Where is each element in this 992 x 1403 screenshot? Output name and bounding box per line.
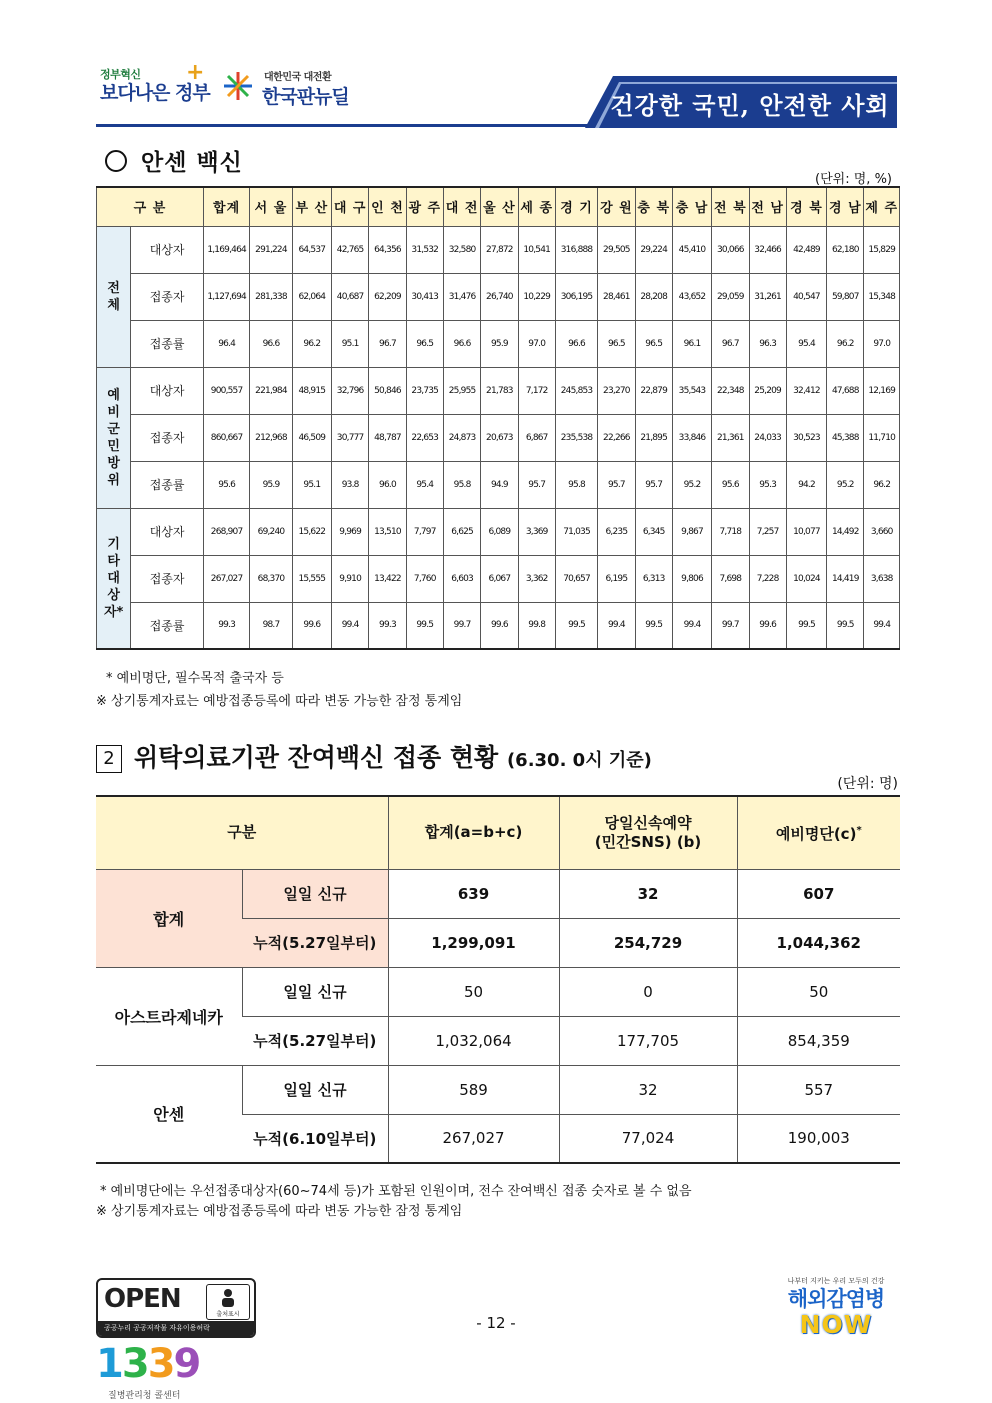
table-cell: 48,787 [369,414,406,461]
digit-4: 9 [173,1341,200,1387]
table-cell: 33,846 [672,414,711,461]
table-cell: 589 [388,1065,559,1114]
table-cell: 10,024 [786,555,826,602]
table-cell: 9,910 [332,555,369,602]
table-cell: 21,361 [712,414,749,461]
table-cell: 235,538 [555,414,597,461]
table-cell: 96.5 [635,320,672,367]
table-cell: 212,968 [250,414,292,461]
logo1-small-text: 정부혁신 [100,68,141,81]
table-cell: 607 [737,869,900,918]
table-cell: 7,797 [406,508,443,555]
table-cell: 96.6 [555,320,597,367]
table-header-row [96,796,900,869]
table-cell: 99.4 [672,602,711,649]
table-cell: 32,466 [749,226,786,273]
table-row [96,869,900,918]
table-cell: 95.6 [203,461,249,508]
plus-icon: + [186,60,205,85]
section-number-box: 2 [96,745,122,773]
table-cell: 95.4 [406,461,443,508]
table-cell: 900,557 [203,367,249,414]
table-row [97,320,900,367]
row-label: 접종자 [131,414,204,461]
table-cell: 3,660 [864,508,900,555]
table-cell: 25,955 [443,367,480,414]
table-cell: 3,362 [518,555,555,602]
row-label: 대상자 [131,508,204,555]
table-cell: 99.3 [369,602,406,649]
table-cell: 32,412 [786,367,826,414]
table-cell: 99.5 [786,602,826,649]
table-cell: 99.5 [406,602,443,649]
group-label: 합계 [96,869,242,967]
section1-title-text: 안센 백신 [141,150,243,176]
table-cell: 20,673 [481,414,518,461]
section1-title [105,144,243,177]
table-cell: 96.6 [443,320,480,367]
table-cell: 45,410 [672,226,711,273]
table-row [96,1065,900,1114]
table-cell: 6,603 [443,555,480,602]
table-cell: 9,806 [672,555,711,602]
table-cell: 50,846 [369,367,406,414]
attribution-badge-text: 출처표시 [216,1311,240,1318]
table-cell: 281,338 [250,273,292,320]
table-cell: 6,067 [481,555,518,602]
table-cell: 267,027 [388,1114,559,1163]
table-row [97,461,900,508]
digit-2: 3 [121,1341,148,1387]
logo2-small-text: 대한민국 대전환 [264,72,332,83]
table-cell: 99.5 [827,602,864,649]
table-cell: 12,169 [864,367,900,414]
table-cell: 96.2 [292,320,331,367]
table-cell: 6,089 [481,508,518,555]
table-cell: 96.0 [369,461,406,508]
overseas-now: NOW [799,1310,873,1339]
table-cell: 35,543 [672,367,711,414]
table-cell: 50 [737,967,900,1016]
table-cell: 99.4 [864,602,900,649]
row-label: 누적(6.10일부터) [242,1114,388,1163]
table-header-row [97,187,900,226]
header-region: 서 울 [250,187,292,226]
callcenter-digits [96,1341,200,1387]
table-cell: 32 [559,869,737,918]
table-cell: 45,388 [827,414,864,461]
footnote-marker: * [856,825,862,837]
table-cell: 95.7 [635,461,672,508]
circle-bullet-icon [105,150,127,172]
table-cell: 43,652 [672,273,711,320]
table-cell: 10,541 [518,226,555,273]
table-cell: 316,888 [555,226,597,273]
group-label: 기 타 대 상 자* [97,508,131,649]
table-cell: 69,240 [250,508,292,555]
person-icon [207,1285,249,1309]
table-cell: 6,345 [635,508,672,555]
table-row [97,273,900,320]
table-cell: 59,807 [827,273,864,320]
group-label: 전 체 [97,226,131,367]
table-cell: 31,532 [406,226,443,273]
table-cell: 96.3 [749,320,786,367]
table-cell: 25,209 [749,367,786,414]
table-cell: 10,229 [518,273,555,320]
table-cell: 40,687 [332,273,369,320]
table-cell: 99.4 [332,602,369,649]
overseas-infection-now-logo [772,1276,900,1338]
table-cell: 95.1 [292,461,331,508]
row-label: 접종률 [131,602,204,649]
table-cell: 31,261 [749,273,786,320]
table-cell: 1,044,362 [737,918,900,967]
table-cell: 62,180 [827,226,864,273]
table-cell: 6,195 [598,555,635,602]
table-row [96,967,900,1016]
row-label: 접종률 [131,461,204,508]
table-cell: 6,625 [443,508,480,555]
header-category: 구분 [96,796,388,869]
table-cell: 6,867 [518,414,555,461]
table-cell: 97.0 [518,320,555,367]
header-region: 경 북 [786,187,826,226]
table-cell: 95.9 [250,461,292,508]
section2-title-text: 위탁의료기관 잔여백신 접종 현황 [134,743,499,772]
janssen-vaccine-table [96,186,900,650]
table-cell: 23,735 [406,367,443,414]
table-cell: 96.6 [250,320,292,367]
digit-1: 1 [96,1341,122,1387]
table-cell: 6,313 [635,555,672,602]
gov-innovation-logo [100,60,210,104]
table-cell: 13,422 [369,555,406,602]
header-waitlist [737,796,900,869]
table-cell: 77,024 [559,1114,737,1163]
section2-title [96,738,652,774]
header-region: 제 주 [864,187,900,226]
table-cell: 99.6 [481,602,518,649]
open-word: OPEN [104,1284,181,1314]
table-cell: 7,228 [749,555,786,602]
header-region: 광 주 [406,187,443,226]
table-cell: 31,476 [443,273,480,320]
table-cell: 557 [737,1065,900,1114]
header-region: 경 남 [827,187,864,226]
table-cell: 99.6 [749,602,786,649]
table-cell: 306,195 [555,273,597,320]
section2-unit: (단위: 명) [837,776,898,792]
table-cell: 3,369 [518,508,555,555]
table-row [97,602,900,649]
table-cell: 221,984 [250,367,292,414]
row-label: 누적(5.27일부터) [242,918,388,967]
table-row [97,555,900,602]
table-cell: 29,059 [712,273,749,320]
header-sns-booking: 당일신속예약 (민간SNS) (b) [559,796,737,869]
table-cell: 95.8 [555,461,597,508]
row-label: 대상자 [131,367,204,414]
group-label: 예 비 군 민 방 위 [97,367,131,508]
header-region: 경 기 [555,187,597,226]
table-cell: 99.5 [555,602,597,649]
table-cell: 15,622 [292,508,331,555]
table-cell: 10,077 [786,508,826,555]
table-cell: 29,224 [635,226,672,273]
overseas-tagline: 나부터 지키는 우리 모두의 건강 [787,1277,885,1285]
page-number: - 12 - [476,1314,516,1332]
kogl-bar-text: 공공누리 공공저작물 자유이용허락 [98,1321,256,1336]
header-total: 합계(a=b+c) [388,796,559,869]
header-region: 부 산 [292,187,331,226]
table-cell: 28,208 [635,273,672,320]
table-cell: 3,638 [864,555,900,602]
table-cell: 64,356 [369,226,406,273]
row-label: 대상자 [131,226,204,273]
header-region: 세 종 [518,187,555,226]
table-cell: 95.6 [712,461,749,508]
table-cell: 860,667 [203,414,249,461]
table-cell: 14,492 [827,508,864,555]
table-cell: 99.7 [712,602,749,649]
table-cell: 42,489 [786,226,826,273]
table-cell: 15,829 [864,226,900,273]
table-cell: 95.7 [518,461,555,508]
table-cell: 854,359 [737,1016,900,1065]
table-cell: 23,270 [598,367,635,414]
table-cell: 7,698 [712,555,749,602]
logo2-big-text: 한국판뉴딜 [262,86,349,108]
section2-subtitle: (6.30. 0시 기준) [506,750,652,771]
header-region: 대 전 [443,187,480,226]
table-cell: 1,032,064 [388,1016,559,1065]
table-cell: 0 [559,967,737,1016]
table-cell: 62,064 [292,273,331,320]
header-rule [96,124,596,127]
row-label: 일일 신규 [242,1065,388,1114]
table-cell: 70,657 [555,555,597,602]
table-cell: 46,509 [292,414,331,461]
table-cell: 13,510 [369,508,406,555]
table-cell: 30,523 [786,414,826,461]
table-cell: 40,547 [786,273,826,320]
table-cell: 94.2 [786,461,826,508]
table-cell: 29,505 [598,226,635,273]
table-cell: 32,796 [332,367,369,414]
table-cell: 1,169,464 [203,226,249,273]
table-cell: 24,033 [749,414,786,461]
table-cell: 64,537 [292,226,331,273]
table-cell: 291,224 [250,226,292,273]
header-waitlist-text: 예비명단(c) [775,825,857,844]
table-cell: 22,266 [598,414,635,461]
table-cell: 27,872 [481,226,518,273]
table-cell: 98.7 [250,602,292,649]
table-cell: 9,867 [672,508,711,555]
header-region: 울 산 [481,187,518,226]
digit-3: 3 [147,1341,174,1387]
table-cell: 30,413 [406,273,443,320]
row-label: 누적(5.27일부터) [242,1016,388,1065]
table-cell: 30,066 [712,226,749,273]
table-cell: 7,760 [406,555,443,602]
section2-stat-note: ※ 상기통계자료는 예방접종등록에 따라 변동 가능한 잠정 통계임 [96,1204,463,1219]
table-cell: 32,580 [443,226,480,273]
slogan-text: 건강한 국민, 안전한 사회 [610,91,890,120]
section1-unit: (단위: 명, %) [815,172,892,187]
table-cell: 48,915 [292,367,331,414]
table-cell: 96.7 [369,320,406,367]
table-cell: 94.9 [481,461,518,508]
section2-footnote: * 예비명단에는 우선접종대상자(60~74세 등)가 포함된 인원이며, 전수 잔여백신 접종 숫자로 볼 수 없음 [100,1184,692,1199]
table-cell: 99.8 [518,602,555,649]
table-cell: 68,370 [250,555,292,602]
header-category: 구 분 [97,187,204,226]
table-cell: 62,209 [369,273,406,320]
table-cell: 26,740 [481,273,518,320]
table-cell: 95.2 [827,461,864,508]
table-cell: 47,688 [827,367,864,414]
header-region: 인 천 [369,187,406,226]
table-cell: 21,783 [481,367,518,414]
table-cell: 177,705 [559,1016,737,1065]
table-cell: 99.3 [203,602,249,649]
table-cell: 21,895 [635,414,672,461]
table-row [97,367,900,414]
table-cell: 95.1 [332,320,369,367]
table-cell: 95.3 [749,461,786,508]
row-label: 접종자 [131,555,204,602]
table-cell: 22,879 [635,367,672,414]
table-row [97,226,900,273]
table-cell: 22,348 [712,367,749,414]
table-cell: 268,907 [203,508,249,555]
table-cell: 95.9 [481,320,518,367]
row-label: 일일 신규 [242,869,388,918]
table-cell: 6,235 [598,508,635,555]
header-region: 전 북 [712,187,749,226]
header-region: 충 남 [672,187,711,226]
group-label: 안센 [96,1065,242,1163]
table-row [97,414,900,461]
row-label: 접종자 [131,273,204,320]
section1-footnote: * 예비명단, 필수목적 출국자 등 [106,671,284,686]
callcenter-1339-logo [96,1341,200,1401]
table-cell: 95.7 [598,461,635,508]
table-cell: 32 [559,1065,737,1114]
header-region: 전 남 [749,187,786,226]
table-cell: 1,127,694 [203,273,249,320]
table-cell: 245,853 [555,367,597,414]
row-label: 접종률 [131,320,204,367]
table-cell: 7,257 [749,508,786,555]
callcenter-caption: 질병관리청 콜센터 [108,1391,181,1401]
table-cell: 24,873 [443,414,480,461]
header-region: 강 원 [598,187,635,226]
table-cell: 95.4 [786,320,826,367]
table-cell: 97.0 [864,320,900,367]
header-region: 합계 [203,187,249,226]
table-cell: 9,969 [332,508,369,555]
group-label: 아스트라제네카 [96,967,242,1065]
table-cell: 96.5 [598,320,635,367]
table-cell: 30,777 [332,414,369,461]
table-cell: 96.7 [712,320,749,367]
table-cell: 71,035 [555,508,597,555]
table-cell: 15,555 [292,555,331,602]
table-cell: 639 [388,869,559,918]
table-cell: 93.8 [332,461,369,508]
table-cell: 99.4 [598,602,635,649]
leftover-vaccine-table [96,795,900,1164]
table-cell: 22,653 [406,414,443,461]
table-cell: 99.5 [635,602,672,649]
new-deal-star-icon [222,70,254,102]
table-cell: 7,172 [518,367,555,414]
table-cell: 50 [388,967,559,1016]
table-cell: 14,419 [827,555,864,602]
table-cell: 96.4 [203,320,249,367]
table-cell: 190,003 [737,1114,900,1163]
logo1-big-text: 보다나은 정부 [100,82,210,104]
header-region: 대 구 [332,187,369,226]
table-cell: 42,765 [332,226,369,273]
table-cell: 1,299,091 [388,918,559,967]
row-label: 일일 신규 [242,967,388,1016]
table-cell: 99.6 [292,602,331,649]
overseas-title: 해외감염병 [787,1287,885,1311]
table-cell: 96.5 [406,320,443,367]
table-cell: 15,348 [864,273,900,320]
table-cell: 254,729 [559,918,737,967]
table-cell: 28,461 [598,273,635,320]
table-cell: 11,710 [864,414,900,461]
section1-stat-note: ※ 상기통계자료는 예방접종등록에 따라 변동 가능한 잠정 통계임 [96,694,463,709]
table-cell: 7,718 [712,508,749,555]
table-cell: 96.2 [827,320,864,367]
table-cell: 95.2 [672,461,711,508]
table-cell: 99.7 [443,602,480,649]
table-cell: 267,027 [203,555,249,602]
table-cell: 96.2 [864,461,900,508]
table-row [97,508,900,555]
table-cell: 95.8 [443,461,480,508]
table-cell: 96.1 [672,320,711,367]
header-region: 충 북 [635,187,672,226]
